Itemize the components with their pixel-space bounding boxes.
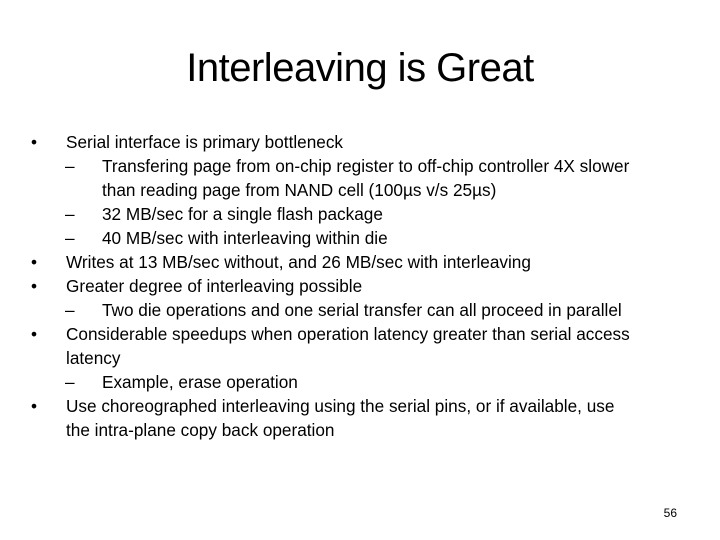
sub-item-text: Two die operations and one serial transfer can all proceed in parallel — [102, 300, 622, 320]
bullet-marker: • — [31, 276, 38, 296]
bullet-item-serial-interface — [30, 130, 690, 154]
sub-item-erase-example — [30, 370, 690, 394]
dash-marker: – — [65, 204, 75, 224]
sub-item-single-package — [30, 202, 690, 226]
dash-marker: – — [65, 372, 75, 392]
bullet-list — [30, 130, 690, 442]
sub-item-text: Example, erase operation — [102, 372, 298, 392]
bullet-item-choreographed — [30, 394, 690, 442]
bullet-text-line-1: Considerable speedups when operation latency greater than serial access — [66, 324, 630, 344]
bullet-text-line-2: latency — [66, 348, 121, 368]
bullet-marker: • — [31, 252, 38, 272]
slide-title: Interleaving is Great — [186, 46, 534, 90]
bullet-marker: • — [31, 396, 38, 416]
page-number: 56 — [663, 506, 677, 520]
dash-marker: – — [65, 228, 75, 248]
dash-marker: – — [65, 300, 75, 320]
bullet-text: Writes at 13 MB/sec without, and 26 MB/sec with interleaving — [66, 252, 531, 272]
bullet-item-writes — [30, 250, 690, 274]
sub-item-text: 40 MB/sec with interleaving within die — [102, 228, 388, 248]
bullet-text-line-1: Use choreographed interleaving using the serial pins, or if available, use — [66, 396, 615, 416]
bullet-text-line-2: the intra-plane copy back operation — [66, 420, 335, 440]
sub-item-text: 32 MB/sec for a single flash package — [102, 204, 383, 224]
sub-item-interleaving-within-die — [30, 226, 690, 250]
bullet-item-greater-degree — [30, 274, 690, 298]
dash-marker: – — [65, 156, 75, 176]
bullet-text: Serial interface is primary bottleneck — [66, 132, 344, 152]
sub-item-transfer-slower — [30, 154, 690, 202]
bullet-marker: • — [31, 324, 38, 344]
bullet-item-speedups — [30, 322, 690, 370]
sub-item-text-line-1: Transfering page from on-chip register to off-chip controller 4X slower — [102, 156, 630, 176]
sub-item-die-operations — [30, 298, 690, 322]
sub-item-text-line-2: than reading page from NAND cell (100µs v/s 25µs) — [102, 180, 497, 200]
bullet-text: Greater degree of interleaving possible — [66, 276, 363, 296]
bullet-marker: • — [31, 132, 38, 152]
